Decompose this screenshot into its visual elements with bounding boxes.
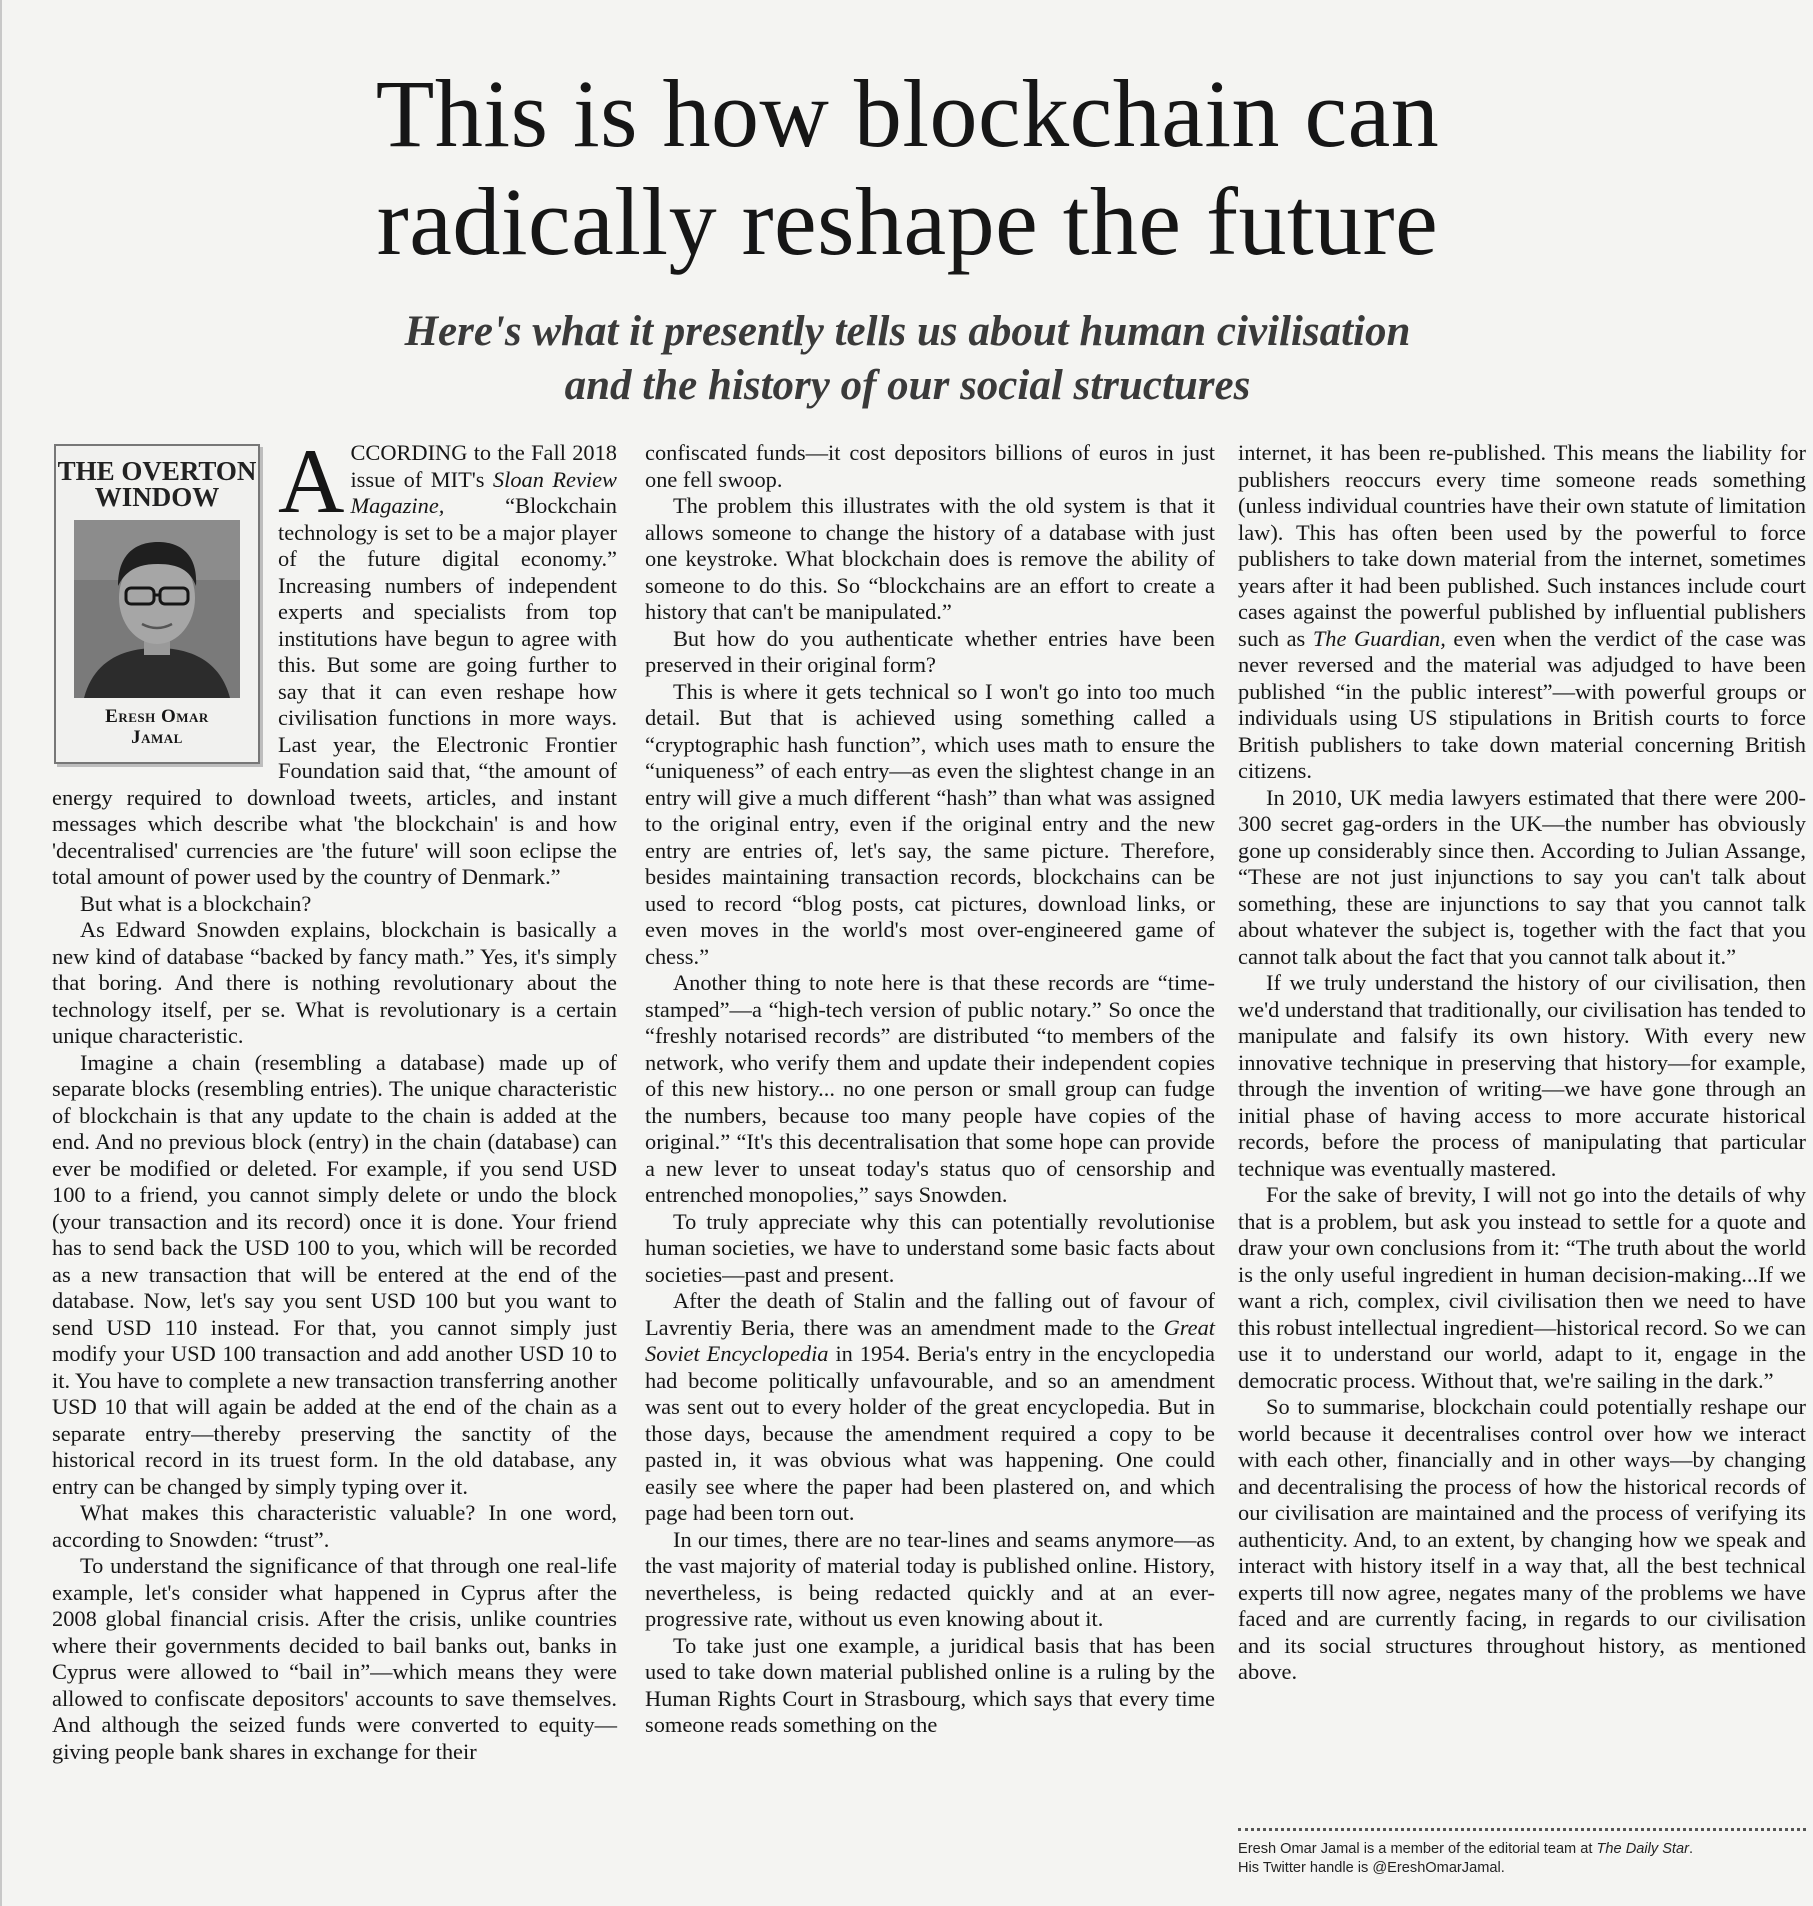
column-name-line-2: WINDOW xyxy=(94,482,220,512)
author-name-line-2: Jamal xyxy=(131,727,183,748)
paragraph: In 2010, UK media lawyers estimated that there were 200-300 secret gag-orders in the UK—the number has obviously gone up considerably since then. According to Julian Assange, “These are not just injunctions to say you can't talk about something, these are injunctions to say that you cannot talk about whatever the subject is, together with the fact that you cannot talk about the fact that you cannot talk about it.” xyxy=(1238,784,1806,969)
author-portrait-image xyxy=(74,520,240,698)
paragraph: But how do you authenticate whether entries have been preserved in their original form? xyxy=(645,625,1215,677)
subheadline xyxy=(122,305,1693,413)
author-note-line-2: His Twitter handle is @EreshOmarJamal. xyxy=(1238,1860,1505,1876)
article-column-1 xyxy=(52,430,617,1765)
paragraph: To take just one example, a juridical basis that has been used to take down material published online is a ruling by the Human Rights Court in Strasbourg, which says that every time someone reads something on the xyxy=(645,1632,1215,1737)
headline-line-2: radically reshape the future xyxy=(376,168,1439,275)
paragraph: In our times, there are no tear-lines and seams anymore—as the vast majority of material today is published online. History, nevertheless, is being redacted quickly and at an ever-progressive rate, without us even knowing about it. xyxy=(645,1526,1215,1631)
column-name-line-1: THE OVERTON xyxy=(57,456,257,486)
subheadline-line-2: and the history of our social structures xyxy=(564,362,1251,409)
columnist-box xyxy=(54,444,260,764)
paragraph: internet, it has been re-published. This means the liability for publishers reoccurs every time someone reads something (unless individual countries have their own statute of limitation law). This has often been used by the powerful to force publishers to take down material from the internet, sometimes years after it had been published. Such instances include court cases against the powerful published by influential publishers such as The Guardian, even when the verdict of the case was never reversed and the material was adjudged to have been published “in the public interest”—with powerful groups or individuals using US stipulations in British courts to force British publishers to take down material concerning British citizens. xyxy=(1238,440,1806,783)
paragraph: The problem this illustrates with the old system is that it allows someone to change the history of a database with just one keystroke. What blockchain does is remove the ability of someone to do this. So “blockchains are an effort to create a history that can't be manipulated.” xyxy=(645,493,1215,624)
subheadline-line-1: Here's what it presently tells us about human civilisation xyxy=(404,308,1411,355)
author-name-line-1: Eresh Omar xyxy=(105,706,209,727)
paragraph: As Edward Snowden explains, blockchain is basically a new kind of database “backed by fancy math.” Yes, it's simply that boring. And there is nothing revolutionary about the technology itself, per se. What is revolutionary is a certain unique characteristic. xyxy=(52,917,617,1048)
author-note xyxy=(1238,1840,1806,1878)
paragraph: Imagine a chain (resembling a database) made up of separate blocks (resembling entries). The unique characteristic of blockchain is that any update to the chain is added at the end. And no previous block (entry) in the chain (database) can ever be modified or deleted. For example, if you send USD 100 to a friend, you cannot simply delete or undo the block (your transaction and its record) once it is done. Your friend has to send back the USD 100 to you, which will be recorded as a new transaction that will be entered at the end of the database. Now, let's say you sent USD 100 but you want to send USD 110 instead. For that, you cannot simply just modify your USD 100 transaction and add another USD 10 to it. You have to complete a new transaction transferring another USD 10 that will again be added at the end of the chain as a separate entry—thereby preserving the sanctity of the historical record in its truest form. In the old database, any entry can be changed by simply typing over it. xyxy=(52,1049,617,1499)
paragraph: ACCORDING to the Fall 2018 issue of MIT's Sloan Review Magazine, “Blockchain technology is set to be a major player of the future digital economy.” Increasing numbers of independent experts and specialists from top institutions have begun to agree with this. But some are going further to say that it can even reshape how civilisation functions in more ways. Last year, the Electronic Frontier Foundation said that, “the amount of energy required to download tweets, articles, and instant messages which describe what 'the blockchain' is and how 'decentralised' currencies are 'the future' will soon eclipse the total amount of power used by the country of Denmark.” xyxy=(52,430,617,889)
paragraph: To understand the significance of that through one real-life example, let's consider what happened in Cyprus after the 2008 global financial crisis. After the crisis, unlike countries where their governments decided to bail banks out, banks in Cyprus were allowed to “bail in”—which means they were allowed to confiscate depositors' accounts to save themselves. And although the seized funds were converted to equity—giving people bank shares in exchange for their xyxy=(52,1553,617,1764)
paragraph: But what is a blockchain? xyxy=(80,890,312,916)
author-note-line-1: Eresh Omar Jamal is a member of the editorial team at The Daily Star. xyxy=(1238,1841,1694,1857)
headline xyxy=(122,60,1693,276)
paragraph: This is where it gets technical so I won't go into too much detail. But that is achieved using something called a “cryptographic hash function”, which uses math to ensure the “uniqueness” of each entry—as even the slightest change in an entry will give a much different “hash” than what was assigned to the original entry, even if the original entry and the new entry are entries of, let's say, the same picture. Therefore, besides maintaining transaction records, blockchains can be used to record “blog posts, cat pictures, download links, or even moves in the world's most over-engineered game of chess.” xyxy=(645,678,1215,969)
paragraph: If we truly understand the history of our civilisation, then we'd understand that traditionally, our civilisation has tended to manipulate and falsify its own history. With every new innovative technique in preserving that history—for example, through the invention of writing—we have gone through an initial phase of having access to more accurate historical records, before the process of manipulating that particular technique was eventually mastered. xyxy=(1238,970,1806,1181)
paragraph: After the death of Stalin and the falling out of favour of Lavrentiy Beria, there was an amendment made to the Great Soviet Encyclopedia in 1954. Beria's entry in the encyclopedia had become politically unfavourable, and so an amendment was sent out to every holder of the great encyclopedia. But in those days, because the amendment required a copy to be pasted in, it was obvious what was happening. One could easily see where the paper had been plastered on, and which page had been torn out. xyxy=(645,1288,1215,1525)
drop-cap: A xyxy=(278,430,345,532)
paragraph: So to summarise, blockchain could potentially reshape our world because it decentralises control over how we interact with each other, financially and in other ways—by changing and decentralising the process of how the historical records of our civilisation are maintained and the process of verifying its authenticity. And, to an extent, by changing how we speak and interact with history itself in a way that, all the best technical experts till now agree, negates many of the problems we have faced and are currently facing, in regards to our civilisation and its social structures throughout history, as mentioned above. xyxy=(1238,1394,1806,1684)
paragraph: What makes this characteristic valuable? In one word, according to Snowden: “trust”. xyxy=(52,1500,617,1552)
paragraph: For the sake of brevity, I will not go into the details of why that is a problem, but ask you instead to settle for a quote and draw your own conclusions from it: “The truth about the world is the only useful ingredient in human decision-making...If we want a rich, complex, civil civilisation then we need to have this robust intellectual ingredient—historical record. So we can use it to understand our world, adapt to it, engage in the democratic process. Without that, we're sailing in the dark.” xyxy=(1238,1182,1806,1393)
paragraph: confiscated funds—it cost depositors billions of euros in just one fell swoop. xyxy=(645,440,1215,492)
headline-line-1: This is how blockchain can xyxy=(375,60,1440,167)
paragraph: To truly appreciate why this can potentially revolutionise human societies, we have to understand some basic facts about societies—past and present. xyxy=(645,1208,1215,1287)
article-column-2 xyxy=(645,440,1215,1739)
dotted-divider xyxy=(1238,1828,1806,1831)
paragraph: Another thing to note here is that these records are “time-stamped”—a “high-tech version of public notary.” So once the “freshly notarised records” are distributed “to members of the network, who verify them and update their independent copies of this new history... no one person or small group can fudge the numbers, because too many people have copies of the original.” “It's this decentralisation that some hope can provide a new lever to unseat today's status quo of censorship and entrenched monopolies,” says Snowden. xyxy=(645,970,1215,1207)
author-photo xyxy=(74,520,240,698)
article-column-3 xyxy=(1238,440,1806,1686)
